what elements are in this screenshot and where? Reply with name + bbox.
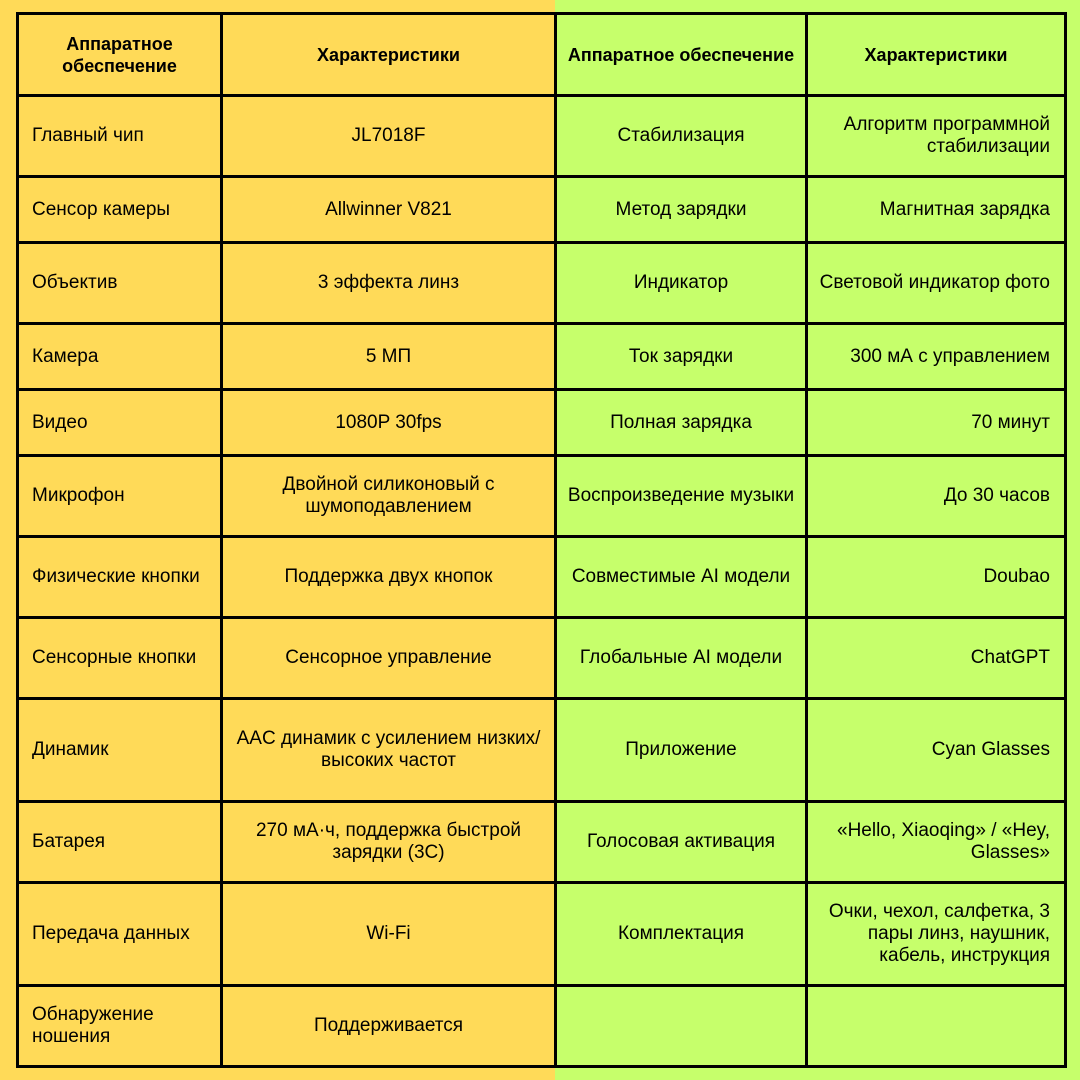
hardware-name-right: Комплектация [556, 883, 807, 986]
spec-value-right: Магнитная зарядка [807, 177, 1066, 243]
hardware-name-right: Ток зарядки [556, 324, 807, 390]
hardware-name-right: Полная зарядка [556, 390, 807, 456]
spec-value-left: 270 мА·ч, поддержка быстрой зарядки (3C) [222, 802, 556, 883]
spec-value-right: Очки, чехол, салфетка, 3 пары линз, наушник, кабель, инструкция [807, 883, 1066, 986]
header-hardware-left: Аппаратное обеспечение [18, 14, 222, 96]
hardware-name-right: Воспроизведение музыки [556, 456, 807, 537]
hardware-name-left: Камера [18, 324, 222, 390]
table-row [18, 883, 1066, 986]
table-row [18, 177, 1066, 243]
hardware-name-left: Сенсорные кнопки [18, 618, 222, 699]
table-row [18, 618, 1066, 699]
hardware-name-left: Главный чип [18, 96, 222, 177]
spec-value-right: «Hello, Xiaoqing» / «Hey, Glasses» [807, 802, 1066, 883]
hardware-name-right: Глобальные AI модели [556, 618, 807, 699]
spec-value-left: JL7018F [222, 96, 556, 177]
hardware-name-left: Передача данных [18, 883, 222, 986]
hardware-name-left: Сенсор камеры [18, 177, 222, 243]
hardware-name-left: Динамик [18, 699, 222, 802]
hardware-name-left: Видео [18, 390, 222, 456]
spec-value-right: Doubao [807, 537, 1066, 618]
table-row [18, 243, 1066, 324]
spec-value-right: 70 минут [807, 390, 1066, 456]
spec-value-left: Сенсорное управление [222, 618, 556, 699]
hardware-name-left: Объектив [18, 243, 222, 324]
hardware-name-right: Совместимые AI модели [556, 537, 807, 618]
table-row [18, 96, 1066, 177]
table-row [18, 699, 1066, 802]
hardware-name-right: Стабилизация [556, 96, 807, 177]
spec-value-right: Cyan Glasses [807, 699, 1066, 802]
header-row [18, 14, 1066, 96]
spec-value-right: Световой индикатор фото [807, 243, 1066, 324]
spec-value-right: Алгоритм программной стабилизации [807, 96, 1066, 177]
spec-value-left: 3 эффекта линз [222, 243, 556, 324]
spec-value-left: Поддерживается [222, 986, 556, 1067]
hardware-name-right: Метод зарядки [556, 177, 807, 243]
hardware-name-left: Батарея [18, 802, 222, 883]
table-row [18, 537, 1066, 618]
spec-value-left: Поддержка двух кнопок [222, 537, 556, 618]
spec-value-left: Двойной силиконовый с шумоподавлением [222, 456, 556, 537]
hardware-name-left: Обнаружение ношения [18, 986, 222, 1067]
table-row [18, 390, 1066, 456]
spec-value-right: До 30 часов [807, 456, 1066, 537]
spec-value-right [807, 986, 1066, 1067]
spec-value-left: 1080P 30fps [222, 390, 556, 456]
hardware-name-right [556, 986, 807, 1067]
table-row [18, 324, 1066, 390]
spec-value-left: Wi-Fi [222, 883, 556, 986]
spec-value-left: 5 МП [222, 324, 556, 390]
table-row [18, 802, 1066, 883]
header-specs-right: Характеристики [807, 14, 1066, 96]
spec-value-left: AAC динамик с усилением низких/высоких частот [222, 699, 556, 802]
hardware-name-right: Голосовая активация [556, 802, 807, 883]
spec-value-left: Allwinner V821 [222, 177, 556, 243]
spec-value-right: ChatGPT [807, 618, 1066, 699]
header-hardware-right: Аппаратное обеспечение [556, 14, 807, 96]
hardware-name-left: Микрофон [18, 456, 222, 537]
table-row [18, 986, 1066, 1067]
spec-table [16, 12, 1067, 1068]
hardware-name-left: Физические кнопки [18, 537, 222, 618]
table-row [18, 456, 1066, 537]
spec-value-right: 300 мА с управлением [807, 324, 1066, 390]
hardware-name-right: Приложение [556, 699, 807, 802]
hardware-name-right: Индикатор [556, 243, 807, 324]
header-specs-left: Характеристики [222, 14, 556, 96]
